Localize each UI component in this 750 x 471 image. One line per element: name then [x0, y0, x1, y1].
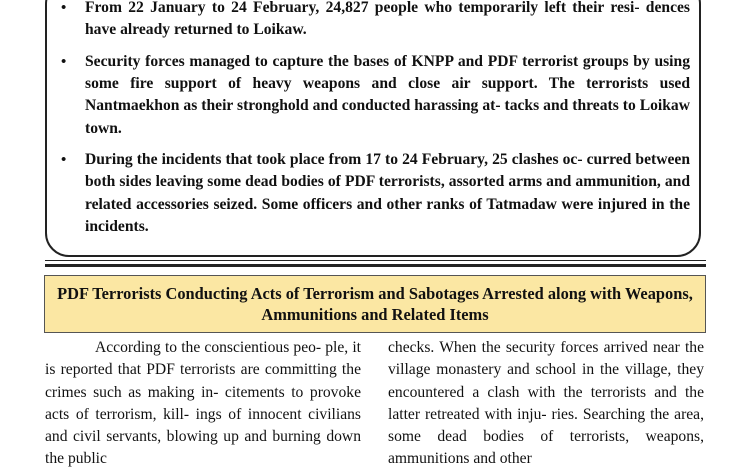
- article-headline: [44, 275, 706, 333]
- bullet-marker: •: [61, 53, 67, 70]
- summary-bullet-list: [58, 0, 690, 248]
- bullet-text: During the incidents that took place from 17 to 24 February, 25 clashes oc- curred between both sides leaving some dead bodies of PDF terrorists, assorted arms and ammunition, and related accessories seized. Some officers and other ranks of Tatmadaw were injured in the incidents.: [85, 151, 690, 235]
- divider-thin: [45, 260, 706, 261]
- bullet-marker: •: [61, 152, 67, 169]
- bullet-marker: •: [61, 0, 67, 16]
- bullet-item-bases-captured: [58, 51, 690, 140]
- article-column-right: checks. When the security forces arrived near the village monastery and school in the village, they encountered a clash with the terrorists and the latter retreated with inju- ries. Searching the area, some dead bodies of terrorists, weapons, ammunitions and other: [388, 339, 704, 468]
- article-column-left: According to the conscientious peo- ple, it is reported that PDF terrorists are committing the crimes such as making in- citements to provoke acts of terrorism, kill- ings of innocent civilians and civil servants, blowing up and burning down the public: [45, 339, 361, 468]
- bullet-text: Security forces managed to capture the bases of KNPP and PDF terrorist groups by using some fire support of heavy weapons and close air support. The terrorists used Nantmaekhon as their stronghold and conducted harassing at- tacks and threats to Loikaw town.: [85, 52, 690, 137]
- divider-thick: [45, 264, 706, 267]
- bullet-item-returnees: [58, 0, 690, 41]
- headline-text: PDF Terrorists Conducting Acts of Terrorism and Sabotages Arrested along with Weapons, Ammunitions and Related Items: [57, 284, 693, 324]
- bullet-item-clashes: [58, 149, 690, 238]
- bullet-text: From 22 January to 24 February, 24,827 people who temporarily left their resi- dences have already returned to Loikaw.: [85, 0, 690, 39]
